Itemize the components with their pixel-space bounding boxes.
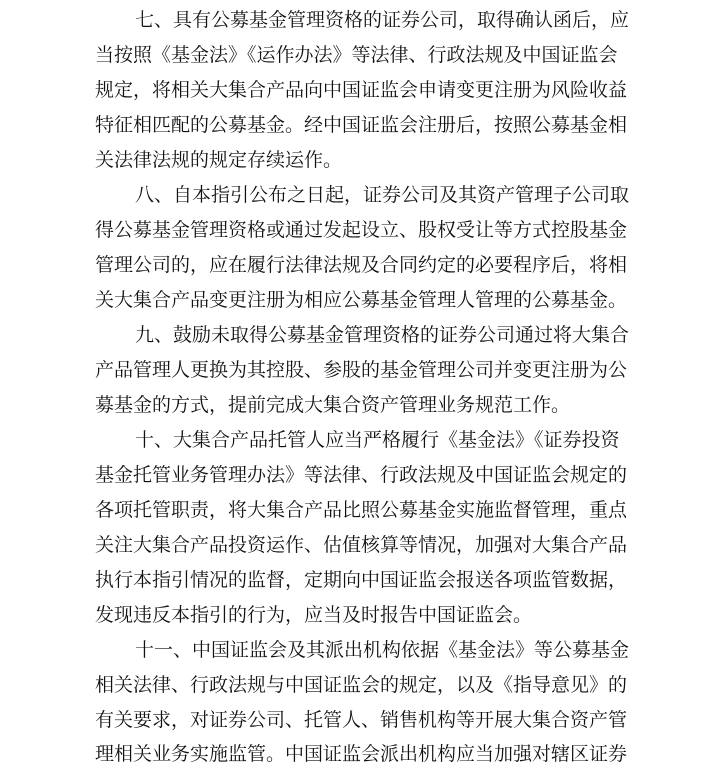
paragraph-9-line-1: 九、鼓励未取得公募基金管理资格的证券公司通过将大集合: [135, 324, 630, 346]
paragraph-11-line-4: 理相关业务实施监管。中国证监会派出机构应当加强对辖区证券: [95, 743, 628, 765]
paragraph-10-line-3: 各项托管职责，将大集合产品比照公募基金实施监督管理，重点: [95, 499, 628, 521]
paragraph-7-line-2: 当按照《基金法》《运作办法》等法律、行政法规及中国证监会: [95, 44, 618, 66]
paragraph-8-line-4: 关大集合产品变更注册为相应公募基金管理人管理的公募基金。: [95, 289, 628, 311]
paragraph-8-line-3: 管理公司的，应在履行法律法规及合同约定的必要程序后，将相: [95, 254, 628, 276]
paragraph-11-line-3: 有关要求，对证券公司、托管人、销售机构等开展大集合资产管: [95, 709, 628, 731]
paragraph-10-line-2: 基金托管业务管理办法》等法律、行政法规及中国证监会规定的: [95, 464, 628, 486]
paragraph-9-line-2: 产品管理人更换为其控股、参股的基金管理公司并变更注册为公: [95, 359, 628, 381]
paragraph-7-line-1: 七、具有公募基金管理资格的证券公司，取得确认函后，应: [135, 9, 630, 31]
paragraph-10-line-6: 发现违反本指引的行为，应当及时报告中国证监会。: [95, 604, 533, 626]
paragraph-10-line-4: 关注大集合产品投资运作、估值核算等情况，加强对大集合产品: [95, 534, 628, 556]
paragraph-11-line-1: 十一、中国证监会及其派出机构依据《基金法》等公募基金: [135, 639, 630, 661]
paragraph-8-line-1: 八、自本指引公布之日起，证券公司及其资产管理子公司取: [135, 184, 630, 206]
paragraph-9-line-3: 募基金的方式，提前完成大集合资产管理业务规范工作。: [95, 394, 571, 416]
paragraph-7-line-5: 关法律法规的规定存续运作。: [95, 149, 343, 171]
paragraph-11-line-2: 相关法律、行政法规与中国证监会的规定，以及《指导意见》的: [95, 674, 628, 696]
paragraph-7-line-3: 规定，将相关大集合产品向中国证监会申请变更注册为风险收益: [95, 79, 628, 101]
paragraph-10-line-1: 十、大集合产品托管人应当严格履行《基金法》《证券投资: [135, 429, 620, 451]
paragraph-8-line-2: 得公募基金管理资格或通过发起设立、股权受让等方式控股基金: [95, 219, 628, 241]
paragraph-10-line-5: 执行本指引情况的监督，定期向中国证监会报送各项监管数据，: [95, 569, 628, 591]
paragraph-7-line-4: 特征相匹配的公募基金。经中国证监会注册后，按照公募基金相: [95, 114, 628, 136]
